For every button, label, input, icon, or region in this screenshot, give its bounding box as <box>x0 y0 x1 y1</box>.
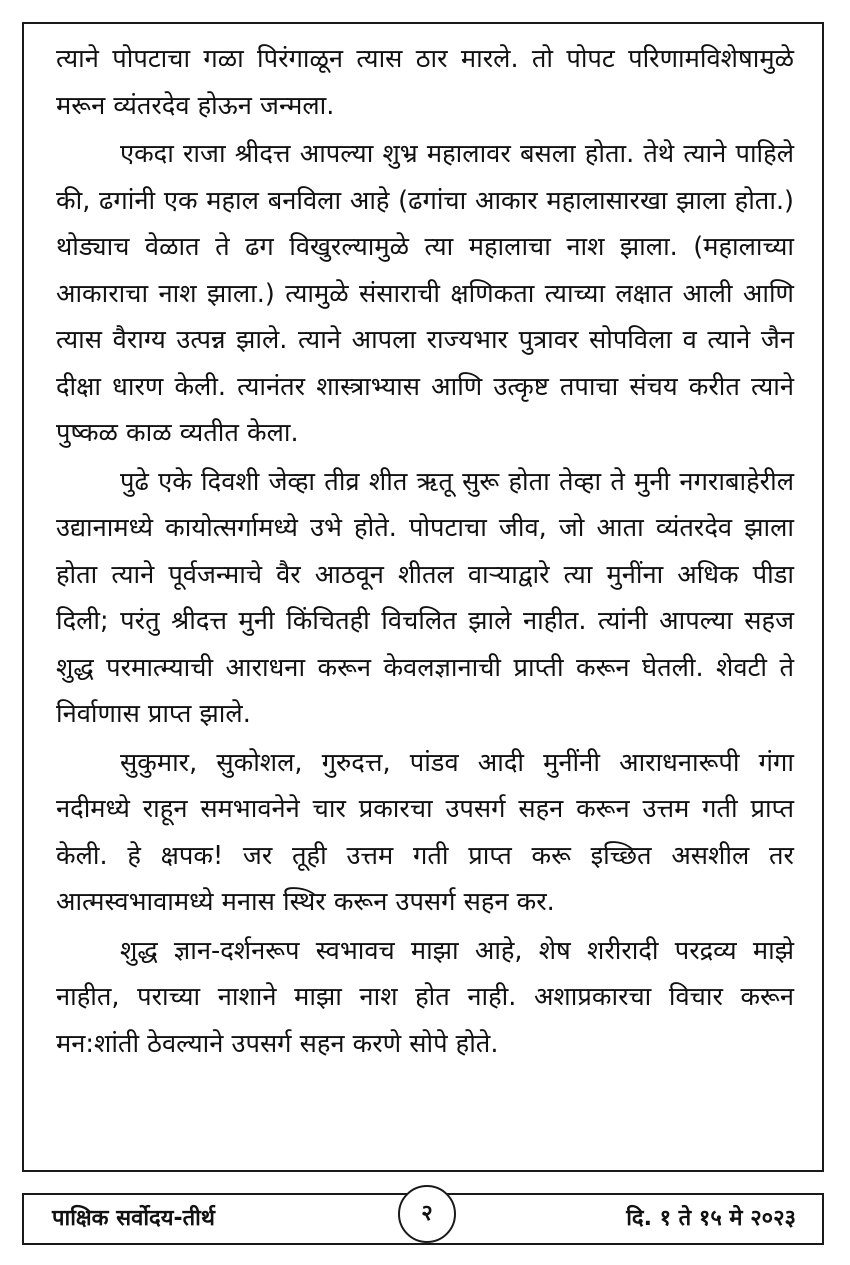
paragraph-4: सुकुमार, सुकोशल, गुरुदत्त, पांडव आदी मुनींनी आराधनारूपी गंगा नदीमध्ये राहून समभावनेने चार प्रकारचा उपसर्ग सहन करून उत्तम गती प्राप्त केली. हे क्षपक! जर तूही उत्तम गती प्राप्त करू इच्छित असशील तर आत्मस्वभावामध्ये मनास स्थिर करून उपसर्ग सहन कर. <box>56 747 794 917</box>
issue-date: दि. १ ते १५ मे २०२३ <box>626 1206 796 1231</box>
paragraph-1: त्याने पोपटाचा गळा पिरंगाळून त्यास ठार मारले. तो पोपट परिणामविशेषामुळे मरून व्यंतरदेव होऊन जन्मला. <box>56 44 794 121</box>
paragraph-2: एकदा राजा श्रीदत्त आपल्या शुभ्र महालावर बसला होता. तेथे त्याने पाहिले की, ढगांनी एक महाल बनविला आहे (ढगांचा आकार महालासारखा झाला होता.) थोड्याच वेळात ते ढग विखुरल्यामुळे त्या महालाचा नाश झाला. (महालाच्या आकाराचा नाश झाला.) त्यामुळे संसाराची क्षणिकता त्याच्या लक्षात आली आणि त्यास वैराग्य उत्पन्न झाले. त्याने आपला राज्यभार पुत्रावर सोपविला व त्याने जैन दीक्षा धारण केली. त्यानंतर शास्त्राभ्यास आणि उत्कृष्ट तपाचा संचय करीत त्याने पुष्कळ काळ व्यतीत केला. <box>56 139 794 448</box>
page-footer <box>22 1193 824 1245</box>
publication-title: पाक्षिक सर्वोदय-तीर्थ <box>52 1206 215 1231</box>
paragraph-3: पुढे एके दिवशी जेव्हा तीव्र शीत ऋतू सुरू होता तेव्हा ते मुनी नगराबाहेरील उद्यानामध्ये कायोत्सर्गामध्ये उभे होते. पोपटाचा जीव, जो आता व्यंतरदेव झाला होता त्याने पूर्वजन्माचे वैर आठवून शीतल वाऱ्याद्वारे त्या मुनींना अधिक पीडा दिली; परंतु श्रीदत्त मुनी किंचितही विचलित झाले नाहीत. त्यांनी आपल्या सहज शुद्ध परमात्म्याची आराधना करून केवलज्ञानाची प्राप्ती करून घेतली. शेवटी ते निर्वाणास प्राप्त झाले. <box>56 466 794 729</box>
paragraph-5: शुद्ध ज्ञान-दर्शनरूप स्वभावच माझा आहे, शेष शरीरादी परद्रव्य माझे नाहीत, पराच्या नाशाने माझा नाश होत नाही. अशाप्रकारचा विचार करून मन:शांती ठेवल्याने उपसर्ग सहन करणे सोपे होते. <box>56 935 794 1059</box>
page-number: २ <box>398 1185 456 1243</box>
page-content-frame <box>22 22 824 1172</box>
